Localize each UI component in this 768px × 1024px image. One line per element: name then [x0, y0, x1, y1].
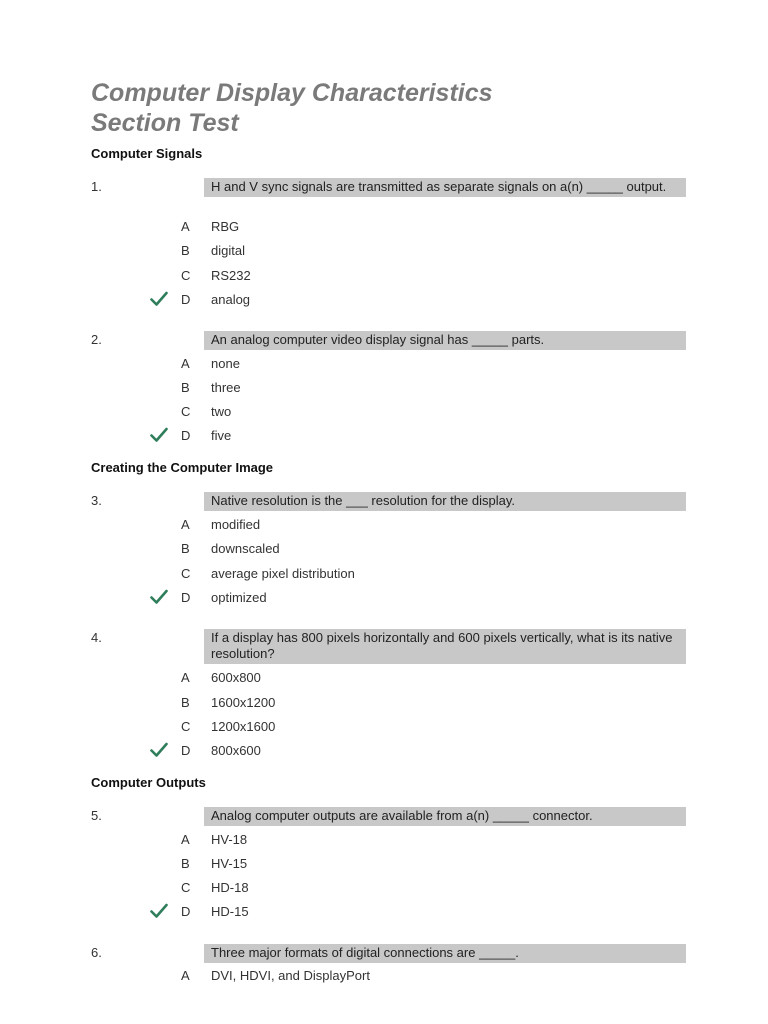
option-letter: B [181, 695, 190, 710]
option-letter: C [181, 566, 191, 581]
question-text: Three major formats of digital connections are _____. [204, 944, 686, 963]
section-heading-computer-outputs: Computer Outputs [91, 775, 206, 790]
option-text: five [211, 428, 232, 443]
check-mark-icon [150, 427, 168, 443]
option-text: downscaled [211, 541, 280, 556]
option-letter: A [181, 219, 190, 234]
option-letter: B [181, 243, 190, 258]
option-letter: C [181, 404, 191, 419]
option-letter: C [181, 880, 191, 895]
option-letter: A [181, 517, 190, 532]
option-letter: A [181, 670, 190, 685]
option-text: HD-15 [211, 904, 249, 919]
option-text: analog [211, 292, 251, 307]
option-text: 1200x1600 [211, 719, 276, 734]
option-text: HV-15 [211, 856, 248, 871]
option-letter: A [181, 832, 190, 847]
title-line-1: Computer Display Characteristics [91, 79, 493, 107]
question-text: H and V sync signals are transmitted as separate signals on a(n) _____ output. [204, 178, 686, 197]
option-letter: C [181, 268, 191, 283]
option-text: 1600x1200 [211, 695, 276, 710]
option-letter: B [181, 380, 190, 395]
check-mark-icon [150, 742, 168, 758]
option-text: 800x600 [211, 743, 261, 758]
question-number: 5. [91, 808, 102, 823]
check-mark-icon [150, 589, 168, 605]
option-text: average pixel distribution [211, 566, 355, 581]
question-text: An analog computer video display signal has _____ parts. [204, 331, 686, 350]
option-letter: A [181, 968, 190, 983]
section-heading-creating-computer-image: Creating the Computer Image [91, 460, 274, 475]
check-mark-icon [150, 291, 168, 307]
option-text: three [211, 380, 241, 395]
option-text: HD-18 [211, 880, 249, 895]
question-number: 3. [91, 493, 102, 508]
question-text: If a display has 800 pixels horizontally and 600 pixels vertically, what is its native resolution? [204, 629, 686, 664]
option-letter: B [181, 541, 190, 556]
title-line-2: Section Test [91, 109, 239, 137]
option-text: digital [211, 243, 245, 258]
option-text: DVI, HDVI, and DisplayPort [211, 968, 370, 983]
option-letter: A [181, 356, 190, 371]
option-letter: D [181, 590, 191, 605]
option-text: 600x800 [211, 670, 261, 685]
option-text: HV-18 [211, 832, 248, 847]
check-mark-icon [150, 903, 168, 919]
question-number: 6. [91, 945, 102, 960]
question-text: Native resolution is the ___ resolution for the display. [204, 492, 686, 511]
question-text: Analog computer outputs are available from a(n) _____ connector. [204, 807, 686, 826]
option-letter: D [181, 292, 191, 307]
option-letter: D [181, 904, 191, 919]
question-number: 4. [91, 630, 102, 645]
section-heading-computer-signals: Computer Signals [91, 146, 203, 161]
option-letter: C [181, 719, 191, 734]
option-text: RS232 [211, 268, 251, 283]
option-text: modified [211, 517, 261, 532]
option-text: optimized [211, 590, 267, 605]
option-text: none [211, 356, 240, 371]
question-number: 1. [91, 179, 102, 194]
option-letter: D [181, 428, 191, 443]
page-title [91, 78, 493, 138]
option-text: two [211, 404, 232, 419]
option-letter: B [181, 856, 190, 871]
option-text: RBG [211, 219, 240, 234]
option-letter: D [181, 743, 191, 758]
question-number: 2. [91, 332, 102, 347]
